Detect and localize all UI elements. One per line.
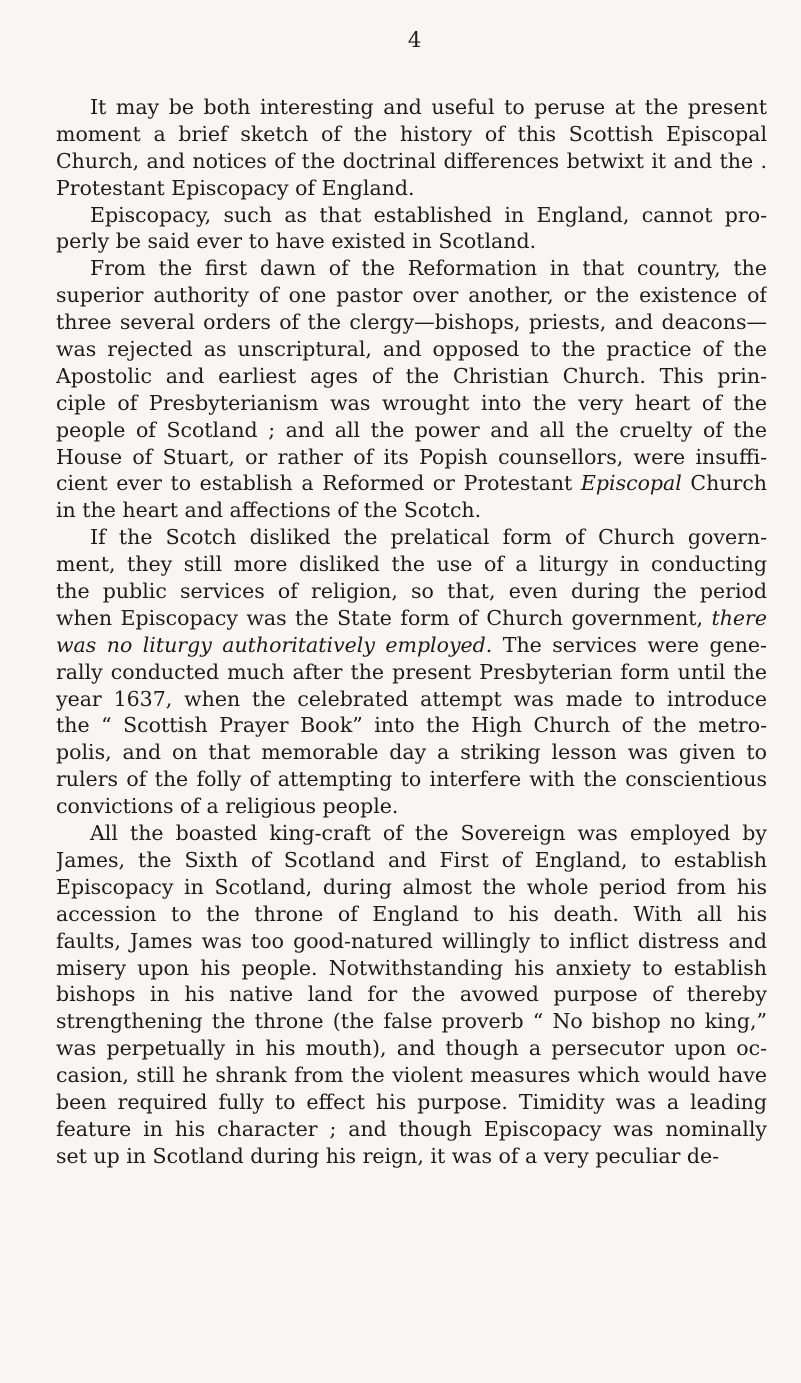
text-line <box>56 632 767 659</box>
text-line <box>56 605 767 632</box>
paragraph <box>56 820 767 1170</box>
text-line <box>56 175 767 202</box>
text-segment: ciple of Presbyterianism was wrought into the very heart of the <box>56 390 767 415</box>
text-segment: casion, still he shrank from the violent measures which would have <box>56 1063 767 1088</box>
text-segment: Episcopacy in Scotland, during almost the whole period from his <box>56 874 767 899</box>
text-segment: moment a brief sketch of the history of this Scottish Episcopal <box>56 121 767 146</box>
text-segment: misery upon his people. Notwithstanding his anxiety to establish <box>56 955 767 980</box>
text-segment: the public services of religion, so that, even during the period <box>56 579 767 604</box>
text-segment: three several orders of the clergy—bishops, priests, and deacons— <box>56 310 767 335</box>
text-segment: been required fully to effect his purpose. Timidity was a leading <box>56 1089 767 1114</box>
text-segment: perly be said ever to have existed in Scotland. <box>56 229 537 254</box>
text-segment: year 1637, when the celebrated attempt was made to introduce <box>56 686 767 711</box>
text-segment: when Episcopacy was the State form of Church government, <box>56 605 712 630</box>
text-line <box>56 470 767 497</box>
italic-text: Episcopal <box>580 471 682 496</box>
text-line <box>56 148 767 175</box>
text-line <box>56 1116 767 1143</box>
text-segment: rulers of the folly of attempting to interfere with the conscientious <box>56 767 767 792</box>
text-segment: If the Scotch disliked the prelatical form of Church govern- <box>90 525 767 550</box>
text-segment: ment, they still more disliked the use of a liturgy in conducting <box>56 552 767 577</box>
italic-text: there <box>711 605 767 630</box>
text-segment: feature in his character ; and though Episcopacy was nominally <box>56 1116 767 1141</box>
text-segment: was rejected as unscriptural, and opposed to the practice of the <box>56 337 767 362</box>
text-line <box>56 793 767 820</box>
text-line <box>56 202 767 229</box>
text-segment: Church, and notices of the doctrinal differences betwixt it and the . <box>56 148 767 173</box>
text-segment: From the first dawn of the Reformation in that country, the <box>90 256 767 281</box>
paragraph <box>56 202 767 256</box>
body-text <box>56 94 767 1170</box>
text-line <box>56 1008 767 1035</box>
text-segment: Apostolic and earliest ages of the Christian Church. This prin- <box>56 363 767 388</box>
text-segment: polis, and on that memorable day a striking lesson was given to <box>56 740 767 765</box>
text-segment: The services were gene- <box>492 632 767 657</box>
text-line <box>56 686 767 713</box>
text-line <box>56 309 767 336</box>
text-segment: in the heart and affections of the Scotch. <box>56 498 482 523</box>
paragraph <box>56 524 767 820</box>
text-segment: bishops in his native land for the avowed purpose of thereby <box>56 982 767 1007</box>
text-line <box>56 847 767 874</box>
text-line <box>56 551 767 578</box>
text-segment: faults, James was too good-natured willingly to inflict distress and <box>56 928 767 953</box>
text-line <box>56 228 767 255</box>
text-line <box>56 94 767 121</box>
text-line <box>56 766 767 793</box>
text-segment: All the boasted king-craft of the Sovereign was employed by <box>90 821 767 846</box>
text-line <box>56 497 767 524</box>
text-line <box>56 1035 767 1062</box>
text-segment: House of Stuart, or rather of its Popish counsellors, were insuffi- <box>56 444 767 469</box>
text-segment: Protestant Episcopacy of England. <box>56 175 415 200</box>
text-line <box>56 121 767 148</box>
text-line <box>56 524 767 551</box>
book-page <box>56 28 767 1368</box>
text-segment: strengthening the throne (the false proverb “ No bishop no king,” <box>56 1009 767 1034</box>
text-line <box>56 874 767 901</box>
text-segment: Church <box>681 471 767 496</box>
text-line <box>56 363 767 390</box>
text-line <box>56 444 767 471</box>
text-segment: Episcopacy, such as that established in England, cannot pro- <box>90 202 767 227</box>
text-segment: people of Scotland ; and all the power and all the cruelty of the <box>56 417 767 442</box>
text-line <box>56 739 767 766</box>
paragraph <box>56 94 767 202</box>
text-line <box>56 820 767 847</box>
text-segment: was perpetually in his mouth), and though a persecutor upon oc- <box>56 1036 767 1061</box>
paragraph <box>56 255 767 524</box>
text-line <box>56 578 767 605</box>
text-segment: convictions of a religious people. <box>56 794 399 819</box>
text-segment: It may be both interesting and useful to peruse at the present <box>90 95 767 119</box>
text-segment: rally conducted much after the present Presbyterian form until the <box>56 659 767 684</box>
text-segment: James, the Sixth of Scotland and First of England, to establish <box>56 847 767 872</box>
text-line <box>56 928 767 955</box>
text-line <box>56 1062 767 1089</box>
page-number: 4 <box>407 28 422 52</box>
text-line <box>56 336 767 363</box>
text-segment: set up in Scotland during his reign, it was of a very peculiar de- <box>56 1143 720 1168</box>
text-line <box>56 901 767 928</box>
text-line <box>56 390 767 417</box>
text-line <box>56 255 767 282</box>
text-line <box>56 1143 767 1170</box>
text-segment: superior authority of one pastor over another, or the existence of <box>56 283 767 308</box>
text-line <box>56 282 767 309</box>
text-line <box>56 417 767 444</box>
text-line <box>56 712 767 739</box>
text-line <box>56 955 767 982</box>
text-line <box>56 981 767 1008</box>
text-line <box>56 1089 767 1116</box>
text-line <box>56 659 767 686</box>
text-segment: accession to the throne of England to his death. With all his <box>56 901 767 926</box>
text-segment: the “ Scottish Prayer Book” into the High Church of the metro- <box>56 713 767 738</box>
italic-text: was no liturgy authoritatively employed. <box>56 632 493 657</box>
text-segment: cient ever to establish a Reformed or Protestant <box>56 471 581 496</box>
